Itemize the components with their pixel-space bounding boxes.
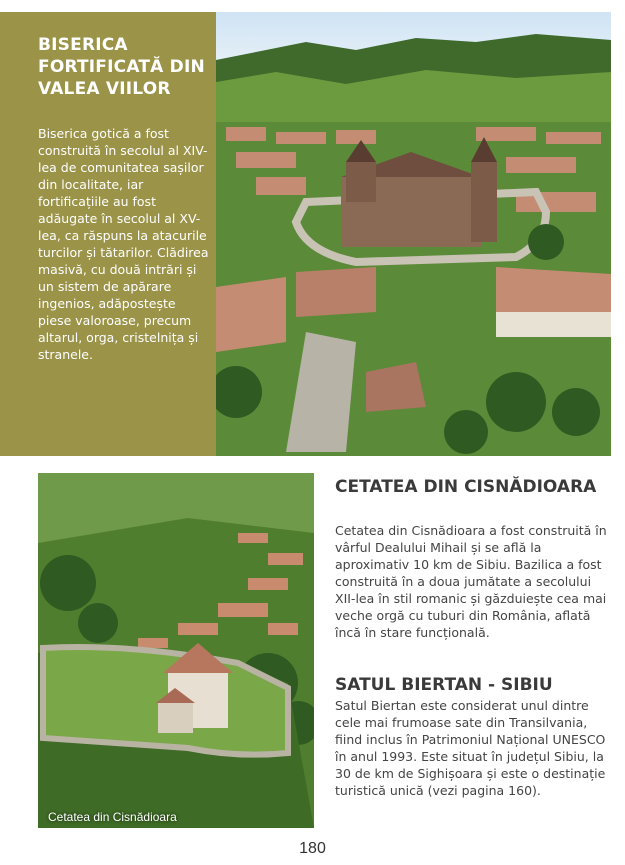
valea-viilor-body: Biserica gotică a fost construită în secolul al XIV-lea de comunitatea sașilor din localitate, iar fortificațiile au fost adăugate în secolul al XV-lea, ca răspuns la atacurile turcilor și tătarilor. Clădirea masivă, cu două intrări și un sistem de apărare ingenios, adăpostește piese valoroase, precum altarul, orga, cristelnița și stranele.	[38, 126, 209, 362]
valea-viilor-title: BISERICA FORTIFICATĂ DIN VALEA VIILOR	[38, 35, 205, 99]
page-number: 180	[299, 840, 326, 857]
cisnadioara-aerial-photo	[38, 473, 314, 828]
biertan-title: SATUL BIERTAN - SIBIU	[335, 675, 553, 695]
biertan-body: Satul Biertan este considerat unul dintre cele mai frumoase sate din Transilvania, fiind inclus în Patrimoniul Național UNESCO în anul 1993. Este situat în județul Sibiu, la 30 de km de Sighișoara și este o destinație turistică unică (vezi pagina 160).	[335, 698, 606, 798]
cisnadioara-title: CETATEA DIN CISNĂDIOARA	[335, 477, 597, 497]
cisnadioara-body: Cetatea din Cisnădioara a fost construită în vârful Dealului Mihail și se află la aproximativ 10 km de Sibiu. Bazilica a fost construită în a doua jumătate a secolului XII-lea în stil romanic și găzduiește cea mai veche orgă cu tuburi din România, aflată încă în stare funcțională.	[335, 523, 607, 640]
photo-caption: Cetatea din Cisnădioara	[48, 810, 177, 824]
valea-viilor-aerial-photo	[216, 12, 611, 456]
